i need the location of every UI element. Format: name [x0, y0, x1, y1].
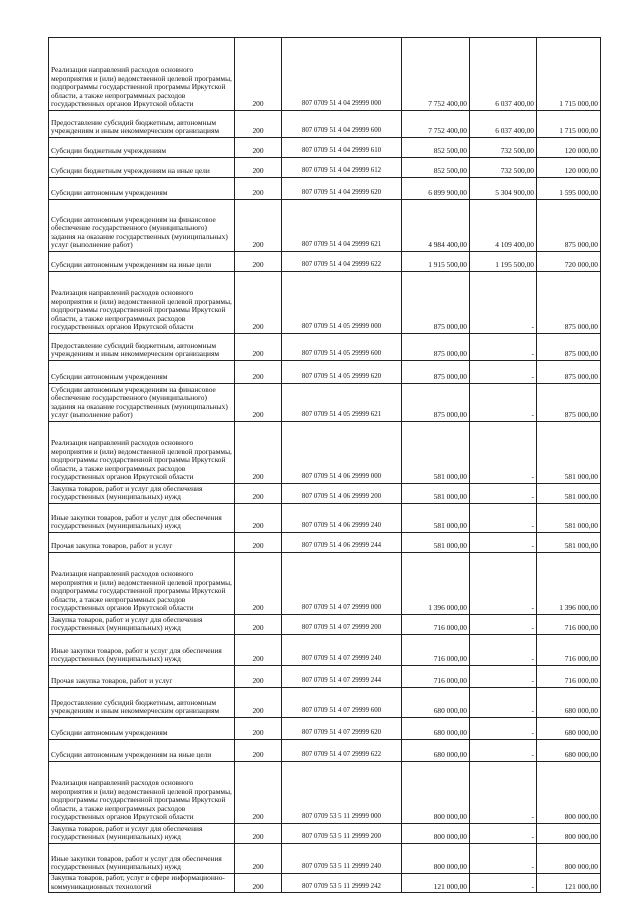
- table-row: [49, 38, 601, 111]
- row-amount-federal: -: [470, 762, 537, 824]
- table-row: [49, 504, 601, 533]
- row-code: 200: [235, 158, 282, 178]
- table-row: [49, 615, 601, 635]
- row-amount-total: 581 000,00: [402, 533, 470, 553]
- row-amount-federal: 5 304 900,00: [470, 178, 537, 200]
- row-amount-federal: -: [470, 384, 537, 422]
- row-name: Предоставление субсидий бюджетным, автономным учреждениям и иным некоммерческим организациям: [49, 334, 235, 361]
- row-kbk: 807 0709 51 4 05 29999 600: [282, 334, 402, 361]
- row-name: Предоставление субсидий бюджетным, автономным учреждениям и иным некоммерческим организациям: [49, 111, 235, 138]
- row-amount-federal: -: [470, 484, 537, 504]
- row-name: Закупка товаров, работ и услуг для обеспечения государственных (муниципальных) нужд: [49, 615, 235, 635]
- row-amount-regional: 875 000,00: [537, 361, 601, 384]
- row-amount-total: 800 000,00: [402, 762, 470, 824]
- row-amount-total: 800 000,00: [402, 824, 470, 844]
- row-amount-federal: -: [470, 272, 537, 334]
- row-amount-regional: 581 000,00: [537, 484, 601, 504]
- row-amount-regional: 581 000,00: [537, 533, 601, 553]
- row-kbk: 807 0709 51 4 04 29999 000: [282, 38, 402, 111]
- row-name: Субсидии автономным учреждениям на иные цели: [49, 740, 235, 762]
- row-code: 200: [235, 422, 282, 484]
- row-kbk: 807 0709 53 5 11 29999 240: [282, 844, 402, 874]
- row-code: 200: [235, 504, 282, 533]
- row-kbk: 807 0709 51 4 04 29999 610: [282, 138, 402, 158]
- row-name: Реализация направлений расходов основного мероприятия и (или) ведомственной целевой программы, подпрограммы государственной программы Иркутской области, а также непрограммных расходов государственных органов Иркутской области: [49, 272, 235, 334]
- row-name: Субсидии автономным учреждениям на финансовое обеспечение государственного (муниципального) задания на оказание государственных (муниципальных) услуг (выполнение работ): [49, 384, 235, 422]
- row-amount-regional: 680 000,00: [537, 740, 601, 762]
- row-kbk: 807 0709 51 4 04 29999 620: [282, 178, 402, 200]
- row-name: Реализация направлений расходов основного мероприятия и (или) ведомственной целевой программы, подпрограммы государственной программы Иркутской области, а также непрограммных расходов государственных органов Иркутской области: [49, 762, 235, 824]
- row-kbk: 807 0709 51 4 07 29999 000: [282, 553, 402, 615]
- row-kbk: 807 0709 53 5 11 29999 242: [282, 874, 402, 893]
- row-amount-total: 875 000,00: [402, 361, 470, 384]
- row-code: 200: [235, 553, 282, 615]
- table-row: [49, 111, 601, 138]
- row-code: 200: [235, 762, 282, 824]
- table-row: [49, 384, 601, 422]
- row-amount-federal: -: [470, 666, 537, 688]
- table-row: [49, 361, 601, 384]
- table-row: [49, 138, 601, 158]
- row-amount-total: 716 000,00: [402, 666, 470, 688]
- table-row: [49, 874, 601, 893]
- row-amount-regional: 680 000,00: [537, 688, 601, 718]
- row-amount-regional: 680 000,00: [537, 718, 601, 740]
- table-row: [49, 740, 601, 762]
- row-amount-federal: -: [470, 824, 537, 844]
- row-amount-total: 1 396 000,00: [402, 553, 470, 615]
- row-name: Субсидии бюджетным учреждениям на иные цели: [49, 158, 235, 178]
- row-amount-regional: 1 715 000,00: [537, 111, 601, 138]
- row-amount-regional: 1 715 000,00: [537, 38, 601, 111]
- row-amount-regional: 800 000,00: [537, 844, 601, 874]
- row-amount-regional: 120 000,00: [537, 138, 601, 158]
- table-row: [49, 272, 601, 334]
- table-row: [49, 334, 601, 361]
- row-code: 200: [235, 484, 282, 504]
- row-kbk: 807 0709 51 4 06 29999 200: [282, 484, 402, 504]
- row-kbk: 807 0709 51 4 05 29999 000: [282, 272, 402, 334]
- table-row: [49, 688, 601, 718]
- row-amount-regional: 121 000,00: [537, 874, 601, 893]
- row-kbk: 807 0709 51 4 04 29999 622: [282, 252, 402, 272]
- row-amount-regional: 1 396 000,00: [537, 553, 601, 615]
- row-amount-total: 121 000,00: [402, 874, 470, 893]
- row-code: 200: [235, 844, 282, 874]
- row-amount-total: 680 000,00: [402, 740, 470, 762]
- row-amount-federal: -: [470, 874, 537, 893]
- row-amount-federal: -: [470, 553, 537, 615]
- row-kbk: 807 0709 51 4 04 29999 600: [282, 111, 402, 138]
- row-kbk: 807 0709 53 5 11 29999 000: [282, 762, 402, 824]
- row-amount-total: 6 899 900,00: [402, 178, 470, 200]
- table-row: [49, 533, 601, 553]
- row-amount-regional: 716 000,00: [537, 635, 601, 666]
- row-name: Закупка товаров, работ, услуг в сфере информационно-коммуникационных технологий: [49, 874, 235, 893]
- row-kbk: 807 0709 51 4 04 29999 612: [282, 158, 402, 178]
- row-name: Реализация направлений расходов основного мероприятия и (или) ведомственной целевой программы, подпрограммы государственной программы Иркутской области, а также непрограммных расходов государственных органов Иркутской области: [49, 422, 235, 484]
- table-row: [49, 484, 601, 504]
- table-row: [49, 178, 601, 200]
- row-code: 200: [235, 111, 282, 138]
- budget-table: [48, 37, 601, 893]
- row-kbk: 807 0709 51 4 07 29999 240: [282, 635, 402, 666]
- table-row: [49, 718, 601, 740]
- row-code: 200: [235, 615, 282, 635]
- row-kbk: 807 0709 53 5 11 29999 200: [282, 824, 402, 844]
- row-amount-total: 581 000,00: [402, 484, 470, 504]
- row-name: Иные закупки товаров, работ и услуг для обеспечения государственных (муниципальных) нужд: [49, 635, 235, 666]
- row-kbk: 807 0709 51 4 06 29999 000: [282, 422, 402, 484]
- row-amount-total: 875 000,00: [402, 384, 470, 422]
- row-code: 200: [235, 138, 282, 158]
- row-code: 200: [235, 718, 282, 740]
- row-amount-total: 581 000,00: [402, 422, 470, 484]
- row-amount-total: 1 915 500,00: [402, 252, 470, 272]
- row-amount-federal: -: [470, 361, 537, 384]
- row-amount-regional: 875 000,00: [537, 272, 601, 334]
- row-name: Закупка товаров, работ и услуг для обеспечения государственных (муниципальных) нужд: [49, 484, 235, 504]
- row-code: 200: [235, 200, 282, 252]
- row-name: Субсидии бюджетным учреждениям: [49, 138, 235, 158]
- row-amount-regional: 1 595 000,00: [537, 178, 601, 200]
- row-name: Прочая закупка товаров, работ и услуг: [49, 666, 235, 688]
- row-amount-regional: 875 000,00: [537, 334, 601, 361]
- row-amount-regional: 120 000,00: [537, 158, 601, 178]
- row-name: Иные закупки товаров, работ и услуг для обеспечения государственных (муниципальных) нужд: [49, 844, 235, 874]
- row-code: 200: [235, 874, 282, 893]
- row-kbk: 807 0709 51 4 06 29999 240: [282, 504, 402, 533]
- row-amount-total: 800 000,00: [402, 844, 470, 874]
- row-amount-regional: 875 000,00: [537, 384, 601, 422]
- row-amount-federal: -: [470, 688, 537, 718]
- row-code: 200: [235, 178, 282, 200]
- row-amount-total: 875 000,00: [402, 272, 470, 334]
- row-code: 200: [235, 824, 282, 844]
- row-amount-regional: 716 000,00: [537, 666, 601, 688]
- row-amount-federal: -: [470, 533, 537, 553]
- row-amount-regional: 875 000,00: [537, 200, 601, 252]
- row-amount-total: 581 000,00: [402, 504, 470, 533]
- row-amount-total: 4 984 400,00: [402, 200, 470, 252]
- row-code: 200: [235, 688, 282, 718]
- row-name: Субсидии автономным учреждениям на финансовое обеспечение государственного (муниципального) задания на оказание государственных (муниципальных) услуг (выполнение работ): [49, 200, 235, 252]
- row-amount-federal: -: [470, 615, 537, 635]
- row-amount-federal: 6 037 400,00: [470, 38, 537, 111]
- row-amount-federal: 4 109 400,00: [470, 200, 537, 252]
- row-code: 200: [235, 334, 282, 361]
- row-amount-regional: 800 000,00: [537, 762, 601, 824]
- row-kbk: 807 0709 51 4 06 29999 244: [282, 533, 402, 553]
- row-amount-federal: -: [470, 740, 537, 762]
- table-row: [49, 635, 601, 666]
- row-amount-federal: -: [470, 844, 537, 874]
- row-amount-total: 852 500,00: [402, 158, 470, 178]
- table-row: [49, 762, 601, 824]
- row-amount-regional: 581 000,00: [537, 422, 601, 484]
- row-amount-total: 680 000,00: [402, 718, 470, 740]
- row-amount-total: 7 752 400,00: [402, 111, 470, 138]
- row-name: Субсидии автономным учреждениям: [49, 178, 235, 200]
- row-code: 200: [235, 38, 282, 111]
- row-code: 200: [235, 384, 282, 422]
- row-amount-federal: -: [470, 635, 537, 666]
- row-amount-federal: -: [470, 718, 537, 740]
- row-amount-total: 716 000,00: [402, 615, 470, 635]
- row-code: 200: [235, 666, 282, 688]
- row-amount-federal: -: [470, 504, 537, 533]
- row-name: Прочая закупка товаров, работ и услуг: [49, 533, 235, 553]
- row-kbk: 807 0709 51 4 07 29999 622: [282, 740, 402, 762]
- table-row: [49, 200, 601, 252]
- row-name: Реализация направлений расходов основного мероприятия и (или) ведомственной целевой программы, подпрограммы государственной программы Иркутской области, а также непрограммных расходов государственных органов Иркутской области: [49, 553, 235, 615]
- table-row: [49, 553, 601, 615]
- table-row: [49, 824, 601, 844]
- row-amount-total: 875 000,00: [402, 334, 470, 361]
- row-code: 200: [235, 740, 282, 762]
- row-amount-regional: 716 000,00: [537, 615, 601, 635]
- row-amount-total: 680 000,00: [402, 688, 470, 718]
- row-amount-federal: 732 500,00: [470, 158, 537, 178]
- row-name: Субсидии автономным учреждениям на иные цели: [49, 252, 235, 272]
- row-code: 200: [235, 361, 282, 384]
- row-amount-regional: 720 000,00: [537, 252, 601, 272]
- row-code: 200: [235, 252, 282, 272]
- row-name: Предоставление субсидий бюджетным, автономным учреждениям и иным некоммерческим организациям: [49, 688, 235, 718]
- row-amount-federal: -: [470, 422, 537, 484]
- row-amount-federal: -: [470, 334, 537, 361]
- row-amount-total: 716 000,00: [402, 635, 470, 666]
- table-row: [49, 252, 601, 272]
- row-code: 200: [235, 533, 282, 553]
- row-name: Субсидии автономным учреждениям: [49, 361, 235, 384]
- row-kbk: 807 0709 51 4 04 29999 621: [282, 200, 402, 252]
- row-kbk: 807 0709 51 4 05 29999 620: [282, 361, 402, 384]
- row-amount-federal: 1 195 500,00: [470, 252, 537, 272]
- row-kbk: 807 0709 51 4 05 29999 621: [282, 384, 402, 422]
- row-amount-regional: 581 000,00: [537, 504, 601, 533]
- row-kbk: 807 0709 51 4 07 29999 244: [282, 666, 402, 688]
- row-kbk: 807 0709 51 4 07 29999 620: [282, 718, 402, 740]
- row-name: Закупка товаров, работ и услуг для обеспечения государственных (муниципальных) нужд: [49, 824, 235, 844]
- row-amount-total: 7 752 400,00: [402, 38, 470, 111]
- row-code: 200: [235, 272, 282, 334]
- row-kbk: 807 0709 51 4 07 29999 200: [282, 615, 402, 635]
- row-kbk: 807 0709 51 4 07 29999 600: [282, 688, 402, 718]
- table-row: [49, 422, 601, 484]
- row-name: Реализация направлений расходов основного мероприятия и (или) ведомственной целевой программы, подпрограммы государственной программы Иркутской области, а также непрограммных расходов государственных органов Иркутской области: [49, 38, 235, 111]
- row-code: 200: [235, 635, 282, 666]
- row-amount-federal: 6 037 400,00: [470, 111, 537, 138]
- row-amount-federal: 732 500,00: [470, 138, 537, 158]
- table-row: [49, 666, 601, 688]
- table-row: [49, 844, 601, 874]
- row-amount-regional: 800 000,00: [537, 824, 601, 844]
- row-name: Субсидии автономным учреждениям: [49, 718, 235, 740]
- row-name: Иные закупки товаров, работ и услуг для обеспечения государственных (муниципальных) нужд: [49, 504, 235, 533]
- table-row: [49, 158, 601, 178]
- row-amount-total: 852 500,00: [402, 138, 470, 158]
